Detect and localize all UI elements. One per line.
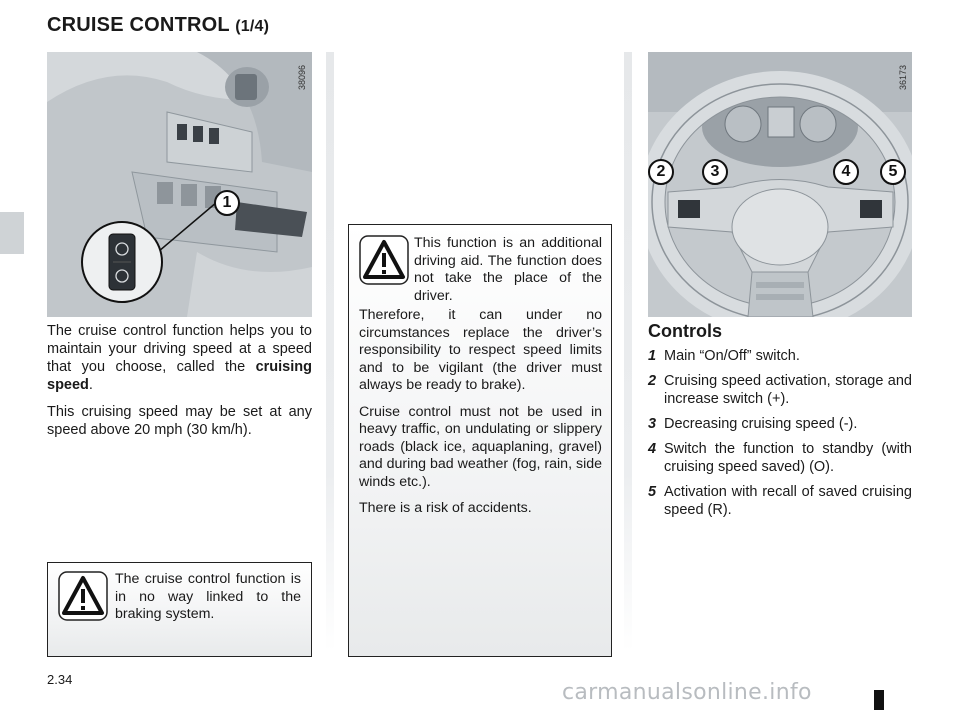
warning-box-driving-aid — [348, 224, 612, 657]
controls-list — [648, 347, 912, 526]
control-item-4 — [648, 440, 912, 476]
column-divider-right — [624, 52, 632, 652]
page-title-suffix: (1/4) — [235, 18, 270, 35]
warning-paragraph-1: Therefore, it can under no circumstances replace the driver’s responsibility to respect speed limits and to be vigilant (the driver must always be ready to brake). — [359, 307, 602, 393]
warning-paragraph-3: There is a risk of accidents. — [359, 500, 532, 516]
control-text: Main “On/Off” switch. — [664, 348, 800, 364]
control-text: Decreasing cruising speed (-). — [664, 416, 858, 432]
warning-lead-text: This function is an additional driving aid. The function does not take the place of the driver. — [414, 235, 602, 304]
control-number: 2 — [648, 373, 657, 389]
section-tab — [0, 212, 24, 254]
dashboard-switch-illustration — [47, 52, 312, 317]
warning-paragraph-2: Cruise control must not be used in heavy traffic, on undulating or slippery roads (black ice, aquaplaning, gravel) and during bad weather (fog, rain, side winds etc.). — [359, 403, 602, 490]
warning-box-braking — [47, 562, 312, 657]
control-item-1 — [648, 347, 912, 365]
callout-5: 5 — [880, 159, 906, 185]
corner-mark — [874, 690, 884, 710]
control-item-5 — [648, 483, 912, 519]
intro-text — [47, 322, 312, 448]
warning-body — [359, 307, 602, 527]
steering-wheel-photo — [648, 52, 912, 317]
control-text: Cruising speed activation, storage and increase switch (+). — [664, 373, 912, 407]
intro-paragraph-2: This cruising speed may be set at any speed above 20 mph (30 km/h). — [47, 404, 312, 438]
control-item-3 — [648, 415, 912, 433]
controls-heading: Controls — [648, 321, 722, 341]
page-title — [47, 14, 269, 37]
steering-wheel-illustration — [648, 52, 912, 317]
control-number: 3 — [648, 416, 657, 432]
callout-3: 3 — [702, 159, 728, 185]
control-number: 5 — [648, 484, 657, 500]
photo-reference-number: 38096 — [297, 64, 307, 90]
braking-warning-text: The cruise control function is in no way linked to the braking system. — [115, 571, 301, 622]
intro-paragraph-1 — [47, 322, 312, 394]
dashboard-switch-photo — [47, 52, 312, 317]
control-number: 4 — [648, 441, 657, 457]
intro-p1-bold: cruising speed — [47, 359, 312, 393]
warning-triangle-icon — [58, 571, 108, 621]
intro-p1-end: . — [88, 377, 93, 393]
intro-p1-text: The cruise control function helps you to maintain your driving speed at a speed that you choose, called the — [47, 323, 312, 375]
control-item-2 — [648, 372, 912, 408]
page-number: 2.34 — [47, 672, 73, 687]
callout-2: 2 — [648, 159, 674, 185]
callout-1: 1 — [214, 190, 240, 216]
control-text: Switch the function to standby (with cruising speed saved) (O). — [664, 441, 912, 475]
column-divider-left — [326, 52, 334, 652]
page-title-text: CRUISE CONTROL — [47, 14, 230, 36]
watermark-link[interactable]: carmanualsonline.info — [562, 680, 812, 705]
callout-4: 4 — [833, 159, 859, 185]
control-text: Activation with recall of saved cruising speed (R). — [664, 484, 912, 518]
warning-triangle-icon — [359, 235, 409, 285]
control-number: 1 — [648, 348, 657, 364]
photo-reference-number: 36173 — [898, 64, 908, 90]
